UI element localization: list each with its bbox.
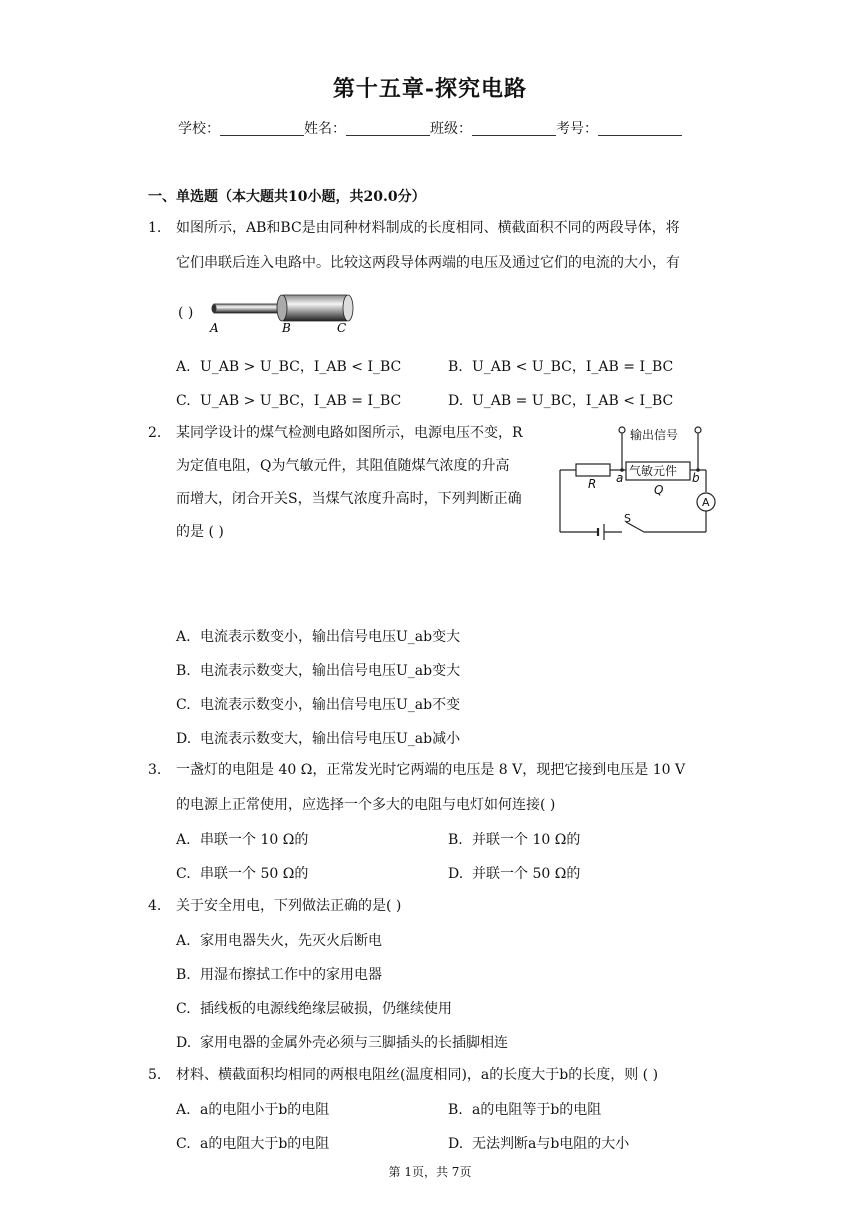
label-B: B [282,321,291,335]
student-info-line [0,118,860,138]
question-number: 2. [148,425,162,441]
section-label: 一、单选题 [148,189,218,205]
label-R: R [588,477,597,491]
option-c[interactable]: C. 串联一个 50 Ω的 [176,866,309,882]
school-blank[interactable] [220,121,304,136]
label-ammeter: A [702,496,710,509]
page-title: 第十五章-探究电路 [332,76,528,102]
option-b[interactable]: B. 电流表示数变大，输出信号电压U_ab变大 [176,663,461,679]
option-c[interactable]: C. 电流表示数变小，输出信号电压U_ab不变 [176,697,461,713]
exam-no-label: 考号： [556,121,598,137]
question-text: 的是 ( ) [176,524,224,540]
name-label: 姓名： [304,121,346,137]
option-b[interactable]: B. U_AB < U_BC，I_AB = I_BC [448,359,674,375]
option-d[interactable]: D. 家用电器的金属外壳必须与三脚插头的长插脚相连 [176,1035,508,1051]
label-C: C [337,321,347,335]
conductor-figure [204,292,364,336]
label-b: b [692,471,700,485]
thin-conductor [214,304,284,313]
question-text: 材料、横截面积均相同的两根电阻丝(温度相同)，a的长度大于b的长度，则 ( ) [176,1067,659,1083]
option-a[interactable]: A. 串联一个 10 Ω的 [176,832,309,848]
option-c[interactable]: C. 插线板的电源线绝缘层破损，仍继续使用 [176,1001,452,1017]
page-footer: 第 1页，共 7页 [388,1165,472,1179]
thick-conductor [282,295,348,321]
option-c[interactable]: C. U_AB > U_BC，I_AB = I_BC [176,393,402,409]
option-b[interactable]: B. 并联一个 10 Ω的 [448,832,581,848]
resistor-R [576,464,610,476]
section-header: 一、单选题（本大题共10小题，共20.0分） [148,189,426,205]
option-d[interactable]: D. 无法判断a与b电阻的大小 [448,1136,630,1152]
option-a[interactable]: A. U_AB > U_BC，I_AB < I_BC [176,359,402,375]
question-text: 而增大，闭合开关S，当煤气浓度升高时，下列判断正确 [176,491,522,507]
option-d[interactable]: D. 并联一个 50 Ω的 [448,866,581,882]
option-a[interactable]: A. 家用电器失火，先灭火后断电 [176,933,382,949]
sensor-label: 气敏元件 [629,464,678,478]
option-d[interactable]: D. 电流表示数变大，输出信号电压U_ab减小 [176,731,461,747]
output-signal-label: 输出信号 [630,428,679,442]
school-label: 学校： [178,121,220,137]
gas-detection-circuit [556,424,716,540]
question-text: 如图所示，AB和BC是由同种材料制成的长度相同、横截面积不同的两段导体，将 [176,220,680,236]
exam-no-blank[interactable] [598,121,682,136]
label-Q: Q [654,483,664,497]
question-number: 1. [148,220,162,236]
question-text: 关于安全用电，下列做法正确的是( ) [176,898,402,914]
label-A: A [210,321,219,335]
question-text: 为定值电阻，Q为气敏元件，其阻值随煤气浓度的升高 [176,458,510,474]
label-S: S [624,512,631,525]
question-number: 4. [148,898,162,914]
option-b[interactable]: B. a的电阻等于b的电阻 [448,1102,602,1118]
option-b[interactable]: B. 用湿布擦拭工作中的家用电器 [176,967,382,983]
label-a: a [616,471,624,485]
question-text: 的电源上正常使用，应选择一个多大的电阻与电灯如何连接( ) [176,797,556,813]
name-blank[interactable] [346,121,430,136]
option-c[interactable]: C. a的电阻大于b的电阻 [176,1136,330,1152]
question-text: 一盏灯的电阻是 40 Ω，正常发光时它两端的电压是 8 V，现把它接到电压是 10 V [176,762,686,778]
question-number: 5. [148,1067,162,1083]
option-d[interactable]: D. U_AB = U_BC，I_AB < I_BC [448,393,674,409]
question-text: 某同学设计的煤气检测电路如图所示，电源电压不变，R [176,425,523,441]
class-blank[interactable] [472,121,556,136]
question-text: 它们串联后连入电路中。比较这两段导体两端的电压及通过它们的电流的大小，有 [176,255,680,271]
option-a[interactable]: A. 电流表示数变小，输出信号电压U_ab变大 [176,629,461,645]
question-number: 3. [148,762,162,778]
option-a[interactable]: A. a的电阻小于b的电阻 [176,1102,330,1118]
answer-paren: ( ) [178,305,194,321]
class-label: 班级： [430,121,472,137]
